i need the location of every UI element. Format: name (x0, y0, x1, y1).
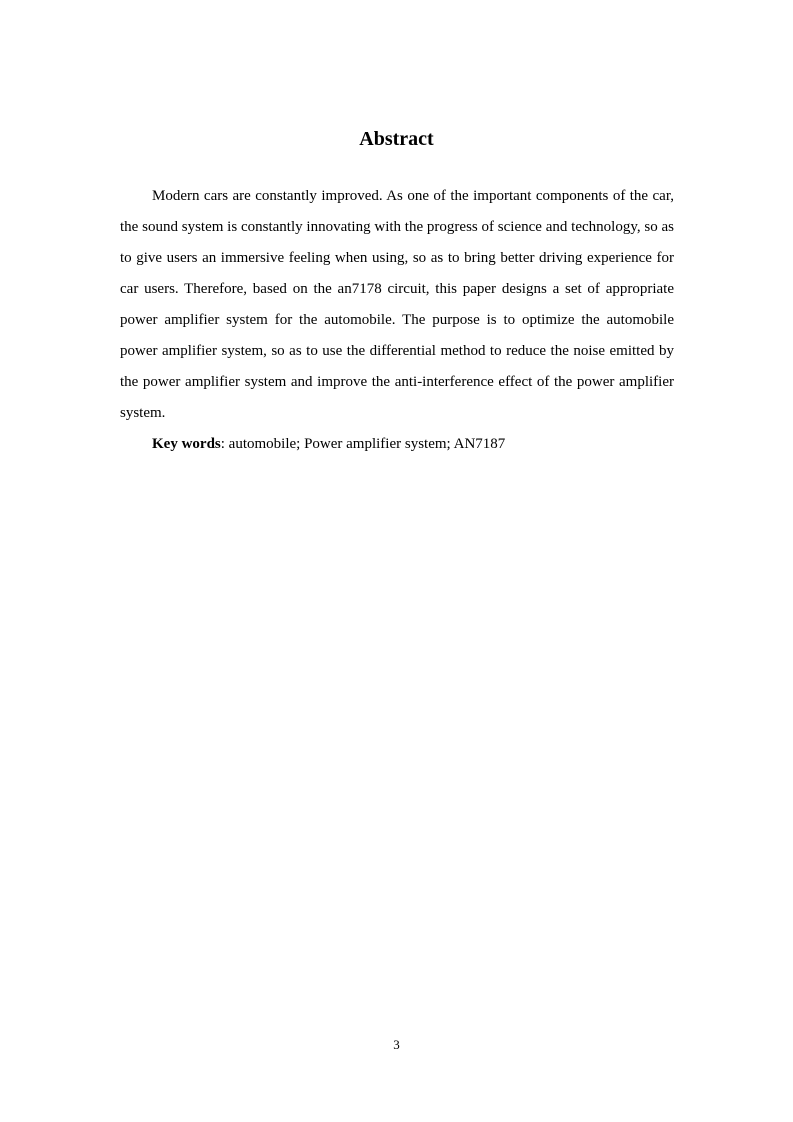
abstract-body (120, 181, 674, 460)
keywords-label: Key words (152, 436, 221, 452)
abstract-heading: Abstract (359, 128, 434, 150)
keywords-line (120, 429, 674, 460)
keywords-list: : automobile; Power amplifier system; AN7187 (220, 436, 506, 452)
page-number: 3 (393, 1037, 400, 1052)
abstract-paragraph: Modern cars are constantly improved. As one of the important components of the car, the sound system is constantly innovating with the progress of science and technology, so as to give users an immersive feeling when using, so as to bring better driving experience for car users. Therefore, based on the an7178 circuit, this paper designs a set of appropriate power amplifier system for the automobile. The purpose is to optimize the automobile power amplifier system, so as to use the differential method to reduce the noise emitted by the power amplifier system and improve the anti-interference effect of the power amplifier system. (120, 188, 674, 421)
